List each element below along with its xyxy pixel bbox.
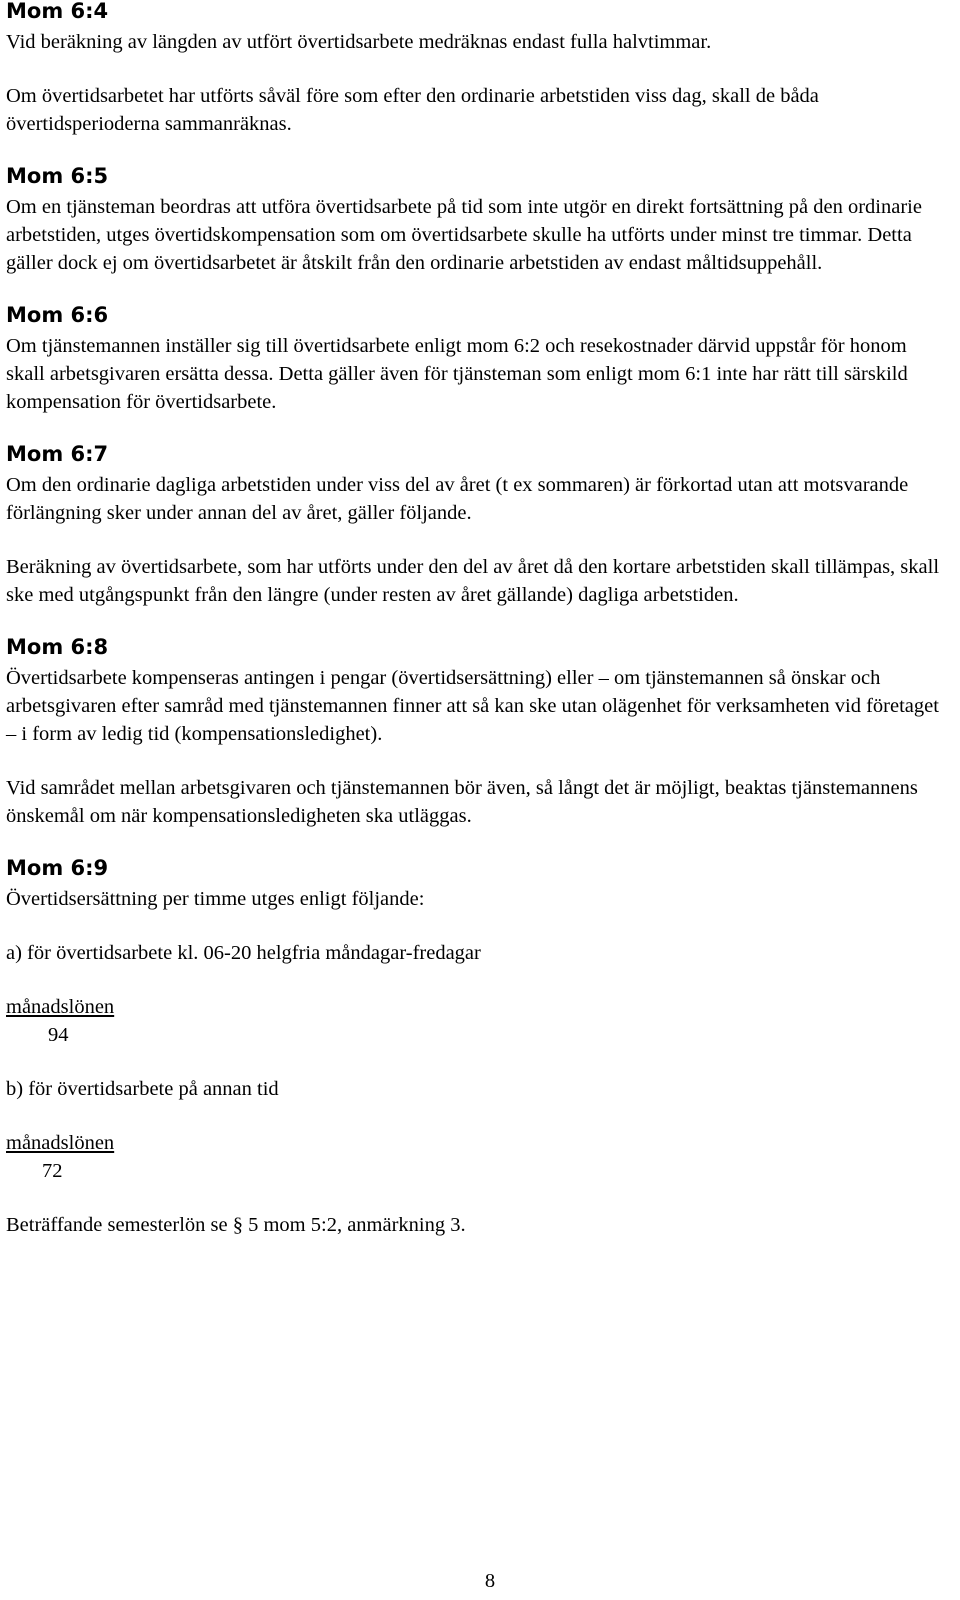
section-mom-6-7 <box>6 440 946 609</box>
section-mom-6-9 <box>6 854 946 1239</box>
section-heading: Mom 6:7 <box>6 442 109 466</box>
fraction-b <box>6 1129 946 1185</box>
section-mom-6-6 <box>6 301 946 416</box>
fraction-a <box>6 993 946 1049</box>
paragraph: Om den ordinarie dagliga arbetstiden under viss del av året (t ex sommaren) är förkortad utan att motsvarande förlängning sker under annan del av året, gäller följande. <box>6 474 909 524</box>
list-item-b: b) för övertidsarbete på annan tid <box>6 1078 279 1100</box>
paragraph: Vid beräkning av längden av utfört övertidsarbete medräknas endast fulla halvtimmar. <box>6 31 712 53</box>
section-mom-6-8 <box>6 633 946 830</box>
section-heading: Mom 6:6 <box>6 303 109 327</box>
section-heading: Mom 6:8 <box>6 635 109 659</box>
fraction-denominator: 72 <box>42 1160 63 1182</box>
paragraph: Om en tjänsteman beordras att utföra övertidsarbete på tid som inte utgör en direkt fortsättning på den ordinarie arbetstiden, utges övertidskompensation som om övertidsarbete skulle ha utförts under minst tre timmar. Detta gäller dock ej om övertidsarbetet är åtskilt från den ordinarie arbetstiden av endast måltidsuppehåll. <box>6 196 922 274</box>
paragraph: Vid samrådet mellan arbetsgivaren och tjänstemannen bör även, så långt det är möjligt, beaktas tjänstemannens önskemål om när kompensationsledigheten ska utläggas. <box>6 777 918 827</box>
fraction-numerator: månadslönen <box>6 1132 115 1154</box>
document-page <box>6 0 946 1239</box>
page-number: 8 <box>484 1570 496 1592</box>
section-mom-6-4 <box>6 0 946 138</box>
paragraph: Om tjänstemannen inställer sig till övertidsarbete enligt mom 6:2 och resekostnader därvid uppstår för honom skall arbetsgivaren ersätta dessa. Detta gäller även för tjänsteman som enligt mom 6:1 inte har rätt till särskild kompensation för övertidsarbete. <box>6 335 908 413</box>
section-heading: Mom 6:5 <box>6 164 109 188</box>
paragraph: Övertidsersättning per timme utges enligt följande: <box>6 888 425 910</box>
fraction-denominator: 94 <box>48 1024 69 1046</box>
fraction-numerator: månadslönen <box>6 996 115 1018</box>
paragraph: Övertidsarbete kompenseras antingen i pengar (övertidsersättning) eller – om tjänstemannen så önskar och arbetsgivaren efter samråd med tjänstemannen finner att så kan ske utan olägenhet för verksamheten vid företaget – i form av ledig tid (kompensationsledighet). <box>6 667 939 745</box>
section-mom-6-5 <box>6 162 946 277</box>
paragraph: Om övertidsarbetet har utförts såväl före som efter den ordinarie arbetstiden viss dag, skall de båda övertidsperioderna sammanräknas. <box>6 85 819 135</box>
list-item-a: a) för övertidsarbete kl. 06-20 helgfria måndagar-fredagar <box>6 942 481 964</box>
section-heading: Mom 6:9 <box>6 856 109 880</box>
section-heading: Mom 6:4 <box>6 0 109 23</box>
paragraph: Beträffande semesterlön se § 5 mom 5:2, anmärkning 3. <box>6 1214 466 1236</box>
paragraph: Beräkning av övertidsarbete, som har utförts under den del av året då den kortare arbetstiden skall tillämpas, skall ske med utgångspunkt från den längre (under resten av året gällande) dagliga arbetstiden. <box>6 556 940 606</box>
